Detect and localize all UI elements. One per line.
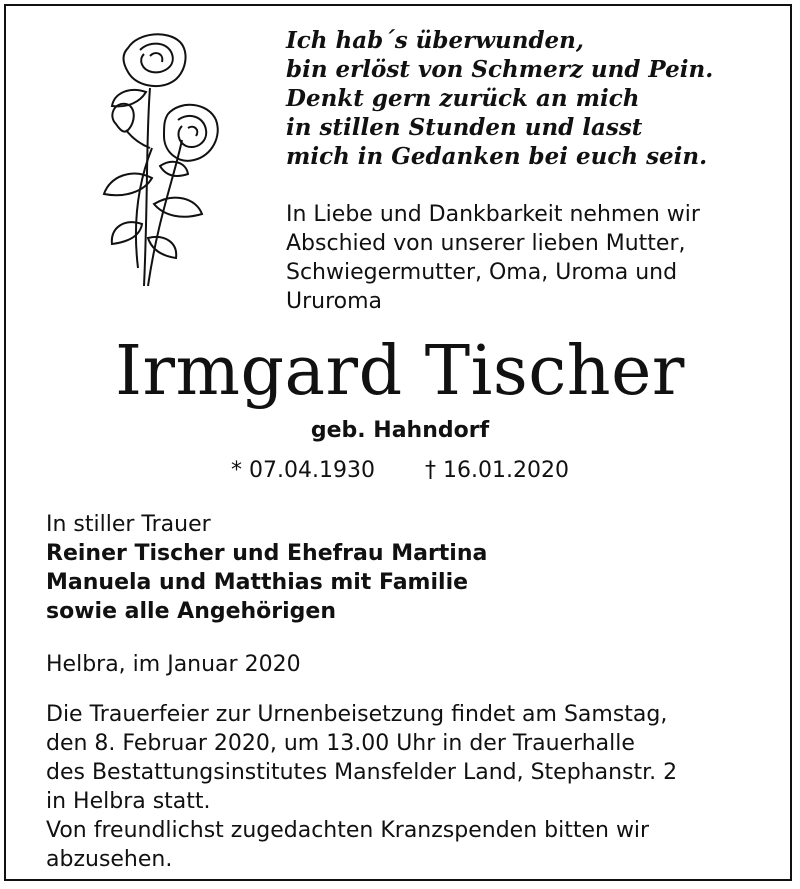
mourner-name: Manuela und Matthias mit Familie: [46, 570, 469, 595]
mourner-name: sowie alle Angehörigen: [46, 599, 337, 624]
mourners-heading: In stiller Trauer: [46, 512, 211, 537]
service-line: des Bestattungsinstitutes Mansfelder Land, Stephanstr. 2: [46, 760, 678, 785]
life-dates: [0, 458, 800, 483]
service-line: Von freundlichst zugedachten Kranzspenden bitten wir: [46, 818, 650, 843]
mourners: [46, 510, 487, 626]
deceased-name: Irmgard Tischer: [115, 332, 685, 411]
birth-date: * 07.04.1930: [231, 458, 375, 483]
poem-line: Ich hab´s überwunden,: [286, 27, 584, 54]
intro-text: [286, 200, 700, 316]
intro-line: Schwiegermutter, Oma, Uroma und: [286, 260, 678, 285]
poem: [286, 26, 713, 171]
intro-line: Abschied von unserer lieben Mutter,: [286, 231, 686, 256]
maiden-name: geb. Hahndorf: [310, 418, 490, 443]
poem-line: in stillen Stunden und lasst: [286, 114, 643, 141]
intro-line: Ururoma: [286, 289, 383, 314]
service-line: Die Trauerfeier zur Urnenbeisetzung findet am Samstag,: [46, 702, 668, 727]
death-date: † 16.01.2020: [425, 458, 569, 483]
rose-icon: [88, 28, 228, 290]
mourner-name: Reiner Tischer und Ehefrau Martina: [46, 541, 488, 566]
poem-line: bin erlöst von Schmerz und Pein.: [286, 56, 714, 83]
service-line: in Helbra statt.: [46, 789, 211, 814]
service-line: abzusehen.: [46, 847, 173, 872]
intro-line: In Liebe und Dankbarkeit nehmen wir: [286, 202, 700, 227]
service-line: den 8. Februar 2020, um 13.00 Uhr in der Trauerhalle: [46, 731, 635, 756]
service-info: [46, 700, 677, 874]
poem-line: mich in Gedanken bei euch sein.: [286, 143, 708, 170]
poem-line: Denkt gern zurück an mich: [286, 85, 640, 112]
place-date: Helbra, im Januar 2020: [46, 652, 301, 677]
